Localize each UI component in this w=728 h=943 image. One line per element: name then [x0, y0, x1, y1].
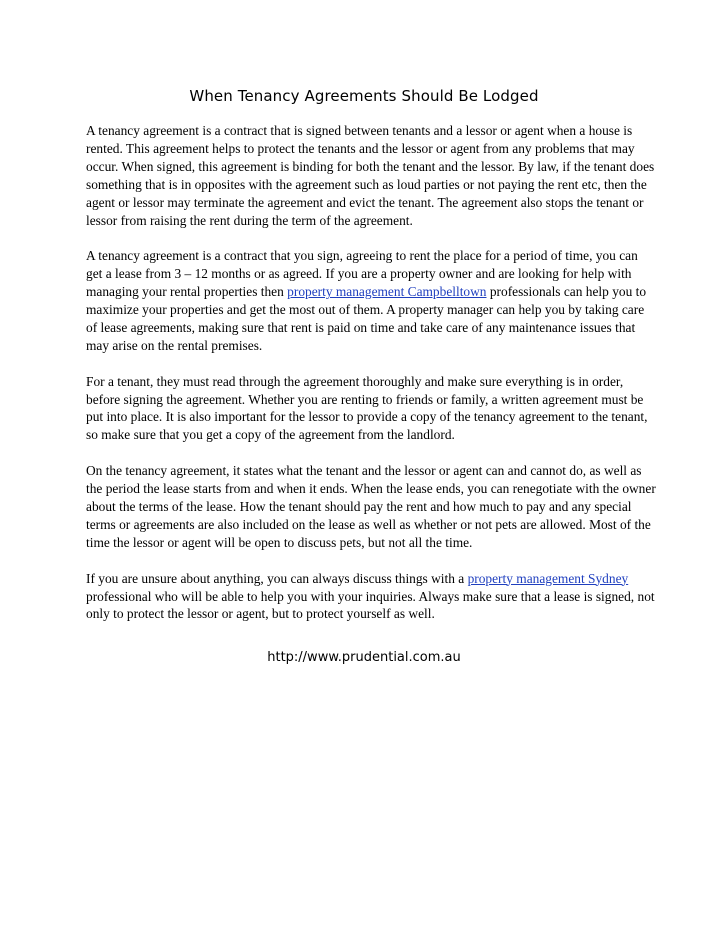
- paragraph-2-text-before: A tenancy agreement is a contract that you sign, agreeing to rent the place for a period of time, you can get a lease from 3 – 12 months or as agreed. If you are a property owner and are looking for help with managing your rental properties then: [86, 248, 638, 300]
- document-title: When Tenancy Agreements Should Be Lodged: [189, 87, 539, 105]
- paragraph-5: [86, 570, 656, 624]
- paragraph-5-text-before: If you are unsure about anything, you can always discuss things with a: [86, 570, 468, 586]
- paragraph-1: A tenancy agreement is a contract that is signed between tenants and a lessor or agent when a house is rented. This agreement helps to protect the tenants and the lessor or agent from any problems that may occur. When signed, this agreement is binding for both the tenant and the lessor. By law, if the tenant does something that is in opposites with the agreement such as loud parties or not paying the rent etc, then the agent or lessor may terminate the agreement and evict the tenant. The agreement also stops the tenant or lessor from raising the rent during the term of the agreement.: [86, 123, 655, 228]
- paragraph-4: On the tenancy agreement, it states what the tenant and the lessor or agent can and cannot do, as well as the period the lease starts from and when it ends. When the lease ends, you can renegotiate with the owner about the terms of the lease. How the tenant should pay the rent and how much to pay and any special terms or agreements are also included on the lease as well as whether or not pets are allowed. Most of the time the lessor or agent will be open to discuss pets, but not all the time.: [86, 463, 656, 550]
- paragraph-2: [86, 247, 656, 354]
- property-management-campbelltown-link[interactable]: property management Campbelltown: [287, 284, 487, 300]
- paragraph-2-text-after: professionals can help you to maximize your properties and get the most out of them. A property manager can help you by taking care of lease agreements, making sure that rent is paid on time and take care of any maintenance issues that may arise on the rental premises.: [86, 284, 647, 353]
- property-management-sydney-link[interactable]: property management Sydney: [467, 570, 629, 586]
- document-body: [86, 122, 656, 641]
- footer-url[interactable]: http://www.prudential.com.au: [267, 650, 461, 665]
- paragraph-5-text-after: professional who will be able to help you with your inquiries. Always make sure that a lease is signed, not only to protect the lessor or agent, but to protect yourself as well.: [86, 588, 655, 622]
- paragraph-3: For a tenant, they must read through the agreement thoroughly and make sure everything is in order, before signing the agreement. Whether you are renting to friends or family, a written agreement must be put into place. It is also important for the lessor to provide a copy of the tenancy agreement to the tenant, so make sure that you get a copy of the agreement from the landlord.: [86, 373, 648, 443]
